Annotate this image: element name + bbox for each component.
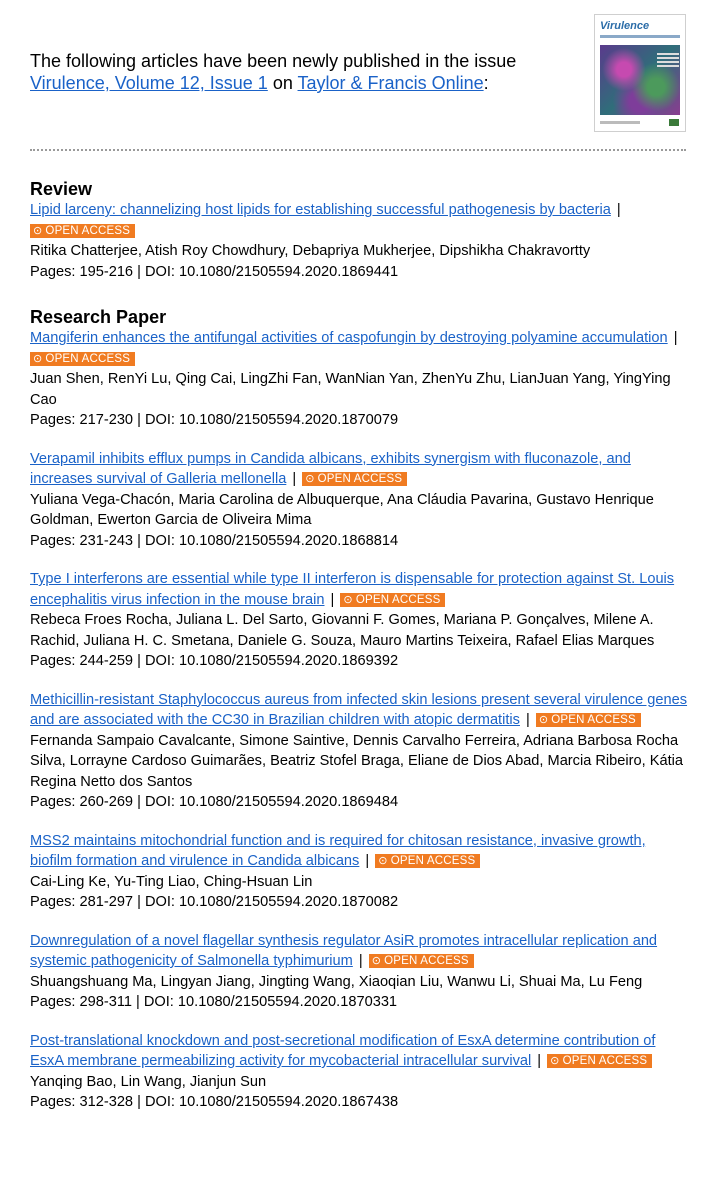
article-pages-doi: Pages: 195-216 | DOI: 10.1080/21505594.2020.1869441	[30, 263, 399, 280]
article-item	[30, 831, 690, 913]
open-lock-icon: ⊙	[550, 1055, 560, 1067]
intro-text	[30, 50, 570, 94]
cover-footer-bar	[600, 121, 640, 124]
publisher-logo	[669, 119, 679, 126]
article-title-link[interactable]: Verapamil inhibits efflux pumps in Candida albicans, exhibits synergism with fluconazole, and increases survival of Galleria mellonella	[30, 450, 631, 487]
open-access-badge	[340, 593, 445, 607]
article-listing	[30, 178, 690, 1113]
article-title-link[interactable]: Lipid larceny: channelizing host lipids for establishing successful pathogenesis by bacteria	[30, 202, 611, 218]
article-authors: Yanqing Bao, Lin Wang, Jianjun Sun	[30, 1073, 267, 1090]
open-access-badge	[536, 713, 641, 727]
article-pages-doi: Pages: 260-269 | DOI: 10.1080/21505594.2020.1869484	[30, 794, 399, 810]
separator: |	[354, 953, 367, 969]
open-access-badge	[369, 954, 474, 968]
badge-label: OPEN ACCESS	[562, 1055, 648, 1067]
article-pages-doi: Pages: 281-297 | DOI: 10.1080/21505594.2020.1870082	[30, 894, 399, 910]
section-research-paper	[30, 306, 690, 1113]
open-lock-icon: ⊙	[343, 593, 353, 606]
badge-label: OPEN ACCESS	[384, 955, 469, 967]
article-pages-doi: Pages: 312-328 | DOI: 10.1080/21505594.2020.1867438	[30, 1094, 399, 1110]
intro-on: on	[267, 73, 298, 93]
article-pages-doi: Pages: 231-243 | DOI: 10.1080/21505594.2020.1868814	[30, 532, 399, 549]
article-authors: Fernanda Sampaio Cavalcante, Simone Saintive, Dennis Carvalho Ferreira, Adriana Barbosa Rocha Silva, Lorrayne Cardoso Guimarães, Beatriz Stofel Braga, Eliane de Dios Abad, Marcia Ribeiro, Kátia Regina Netto dos Santos	[30, 732, 683, 790]
cover-text-lines	[657, 53, 679, 55]
open-lock-icon: ⊙	[371, 955, 382, 967]
cover-subtitle-bar	[600, 35, 680, 38]
article-item	[30, 328, 690, 431]
separator: |	[326, 591, 339, 608]
badge-label: OPEN ACCESS	[45, 224, 131, 237]
cover-title: Virulence	[600, 20, 650, 32]
article-authors: Shuangshuang Ma, Lingyan Jiang, Jingting Wang, Xiaoqian Liu, Wanwu Li, Shuai Ma, Lu Feng	[30, 973, 643, 990]
journal-cover[interactable]	[594, 14, 686, 132]
article-authors: Yuliana Vega-Chacón, Maria Carolina de Albuquerque, Ana Cláudia Pavarina, Gustavo Henrique Goldman, Ewerton Garcia de Oliveira Mima	[30, 491, 654, 528]
badge-label: OPEN ACCESS	[317, 473, 403, 485]
article-pages-doi: Pages: 217-230 | DOI: 10.1080/21505594.2020.1870079	[30, 412, 399, 428]
section-review	[30, 178, 690, 282]
article-title-link[interactable]: Type I interferons are essential while type II interferon is dispensable for protection against St. Louis encephalitis virus infection in the mouse brain	[30, 571, 675, 608]
issue-link[interactable]: Virulence, Volume 12, Issue 1	[30, 73, 268, 93]
article-title-link[interactable]: Methicillin-resistant Staphylococcus aureus from infected skin lesions present several virulence genes and are associated with the CC30 in Brazilian children with atopic dermatitis	[30, 691, 688, 728]
open-access-badge	[375, 854, 480, 868]
article-title-link[interactable]: MSS2 maintains mitochondrial function and is required for chitosan resistance, invasive growth, biofilm formation and virulence in Candida albicans	[30, 832, 646, 869]
article-item	[30, 931, 690, 1013]
article-item	[30, 690, 690, 813]
site-link[interactable]: Taylor & Francis Online	[297, 73, 484, 93]
badge-label: OPEN ACCESS	[355, 593, 441, 606]
intro-block	[30, 50, 570, 94]
open-lock-icon: ⊙	[538, 714, 549, 726]
article-item	[30, 449, 690, 552]
separator: |	[361, 853, 374, 869]
open-lock-icon: ⊙	[378, 855, 388, 867]
article-title-link[interactable]: Downregulation of a novel flagellar synthesis regulator AsiR promotes intracellular replication and systemic pathogenicity of Salmonella typhimurium	[30, 932, 658, 969]
open-lock-icon: ⊙	[33, 224, 43, 237]
article-item	[30, 1031, 690, 1113]
section-title: Research Paper	[30, 307, 167, 327]
badge-label: OPEN ACCESS	[551, 714, 636, 726]
article-pages-doi: Pages: 244-259 | DOI: 10.1080/21505594.2020.1869392	[30, 653, 399, 669]
open-access-badge	[547, 1054, 652, 1068]
article-item	[30, 569, 690, 672]
intro-line: The following articles have been newly published in the issue	[30, 51, 517, 71]
dotted-divider	[30, 149, 686, 151]
separator: |	[669, 330, 678, 346]
open-access-badge	[30, 224, 135, 238]
article-authors: Rebeca Froes Rocha, Juliana L. Del Sarto, Giovanni F. Gomes, Mariana P. Gonçalves, Milene A. Rachid, Juliana H. C. Smetana, Daniele G. Souza, Mauro Martins Teixeira, Rafael Elias Marques	[30, 612, 655, 649]
separator: |	[521, 712, 534, 728]
badge-label: OPEN ACCESS	[45, 352, 131, 365]
article-pages-doi: Pages: 298-311 | DOI: 10.1080/21505594.2020.1870331	[30, 994, 398, 1010]
article-authors: Ritika Chatterjee, Atish Roy Chowdhury, Debapriya Mukherjee, Dipshikha Chakravortty	[30, 243, 591, 259]
separator: |	[612, 202, 621, 218]
article-item	[30, 200, 690, 282]
open-access-badge	[302, 472, 407, 486]
badge-label: OPEN ACCESS	[390, 855, 476, 867]
open-lock-icon: ⊙	[305, 473, 315, 485]
separator: |	[533, 1053, 546, 1069]
article-authors: Juan Shen, RenYi Lu, Qing Cai, LingZhi Fan, WanNian Yan, ZhenYu Zhu, LianJuan Yang, YingYing Cao	[30, 371, 671, 408]
article-title-link[interactable]: Post-translational knockdown and post-secretional modification of EsxA determine contribution of EsxA membrane permeabilizing activity for mycobacterial intracellular survival	[30, 1032, 656, 1069]
open-lock-icon: ⊙	[33, 352, 43, 365]
article-title-link[interactable]: Mangiferin enhances the antifungal activities of caspofungin by destroying polyamine accumulation	[30, 330, 668, 346]
article-authors: Cai-Ling Ke, Yu-Ting Liao, Ching-Hsuan Lin	[30, 873, 313, 890]
open-access-badge	[30, 352, 135, 366]
section-title: Review	[30, 179, 93, 199]
cover-image	[600, 45, 680, 115]
separator: |	[288, 471, 301, 487]
intro-colon: :	[483, 73, 489, 93]
